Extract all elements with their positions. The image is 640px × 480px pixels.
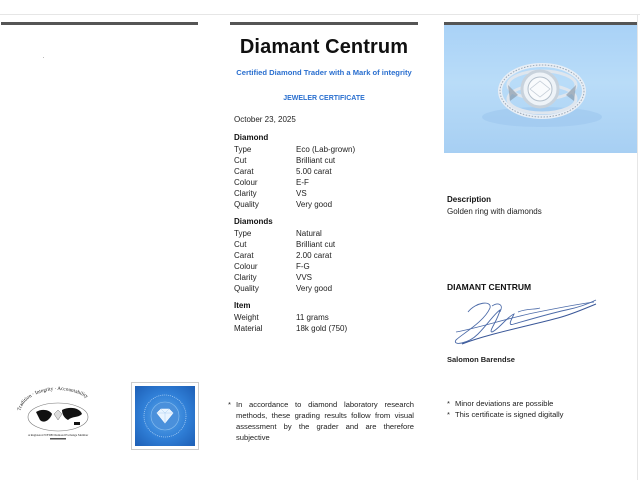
seal-background	[135, 386, 195, 446]
spec-value: 18k gold (750)	[296, 324, 348, 333]
spec-value: VS	[296, 189, 307, 198]
spec-row	[234, 272, 424, 283]
section-diamonds	[234, 217, 424, 294]
spec-label: Cut	[234, 240, 247, 249]
logo-caption: A Registered WFDB Diamond Exchange Member	[27, 433, 89, 437]
right-border	[637, 14, 638, 480]
spec-label: Carat	[234, 167, 254, 176]
note-item	[447, 409, 627, 420]
description-heading: Description	[447, 195, 492, 204]
spec-label: Carat	[234, 251, 254, 260]
spec-value: 2.00 carat	[296, 251, 332, 260]
middle-column-rule	[230, 22, 418, 25]
bullet: *	[447, 399, 450, 408]
spec-label: Weight	[234, 313, 259, 322]
top-border	[0, 14, 640, 15]
spec-row	[234, 166, 424, 177]
section-title: Diamonds	[234, 217, 273, 226]
spec-label: Colour	[234, 178, 258, 187]
spec-row	[234, 188, 424, 199]
spec-value: VVS	[296, 273, 313, 282]
spec-row	[234, 283, 424, 294]
spec-row	[234, 228, 424, 239]
wfdb-membership-logo	[14, 384, 102, 442]
spec-label: Quality	[234, 200, 259, 209]
company-tagline: Certified Diamond Trader with a Mark of integrity	[236, 68, 412, 77]
spec-row	[234, 250, 424, 261]
spec-value: Natural	[296, 229, 322, 238]
logo-arc-text: Tradition · Integrity · Accountability	[16, 385, 89, 412]
spec-value: E-F	[296, 178, 309, 187]
description-block	[447, 195, 542, 216]
spec-value: 11 grams	[296, 313, 329, 322]
spec-value: Eco (Lab-grown)	[296, 145, 356, 154]
certificate-date: October 23, 2025	[234, 115, 296, 124]
spec-value: F-G	[296, 262, 310, 271]
diamond-icon	[135, 386, 195, 446]
spec-row	[234, 199, 424, 210]
signature-company: DIAMANT CENTRUM	[447, 282, 532, 292]
company-title: Diamant Centrum	[239, 36, 409, 58]
spec-row	[234, 177, 424, 188]
diamond-seal-logo	[131, 382, 199, 450]
spec-value: Brilliant cut	[296, 240, 336, 249]
bullet: *	[447, 410, 450, 419]
spec-row	[234, 155, 424, 166]
notes-list	[447, 398, 627, 420]
section-item	[234, 301, 424, 334]
spec-label: Clarity	[234, 189, 257, 198]
signer-name: Salomon Barendse	[447, 355, 515, 364]
spec-label: Type	[234, 229, 252, 238]
bullet: *	[228, 400, 231, 409]
spec-value: Very good	[296, 284, 333, 293]
spec-label: Quality	[234, 284, 259, 293]
spec-label: Colour	[234, 262, 258, 271]
spec-row	[234, 261, 424, 272]
spec-label: Type	[234, 145, 252, 154]
left-column-rule	[1, 22, 198, 25]
spec-row	[234, 323, 424, 334]
spec-value: 5.00 carat	[296, 167, 332, 176]
spec-value: Brilliant cut	[296, 156, 336, 165]
ring-photo	[444, 25, 637, 153]
disclaimer-text: In accordance to diamond laboratory research methods, these grading results follow from visual assessment by the grader and are therefore subjective	[236, 400, 414, 442]
signature-icon	[448, 294, 598, 350]
certificate-type: JEWELER CERTIFICATE	[283, 95, 365, 102]
spec-label: Clarity	[234, 273, 257, 282]
note-text: This certificate is signed digitally	[455, 410, 564, 419]
spec-row	[234, 144, 424, 155]
note-text: Minor deviations are possible	[455, 399, 554, 408]
spec-label: Material	[234, 324, 263, 333]
spec-row	[234, 312, 424, 323]
section-title: Item	[234, 301, 251, 310]
ring-icon	[444, 25, 637, 153]
stray-dot	[43, 57, 44, 58]
spec-row	[234, 239, 424, 250]
grading-disclaimer	[228, 399, 414, 443]
note-item	[447, 398, 627, 409]
section-title: Diamond	[234, 133, 269, 142]
spec-value: Very good	[296, 200, 333, 209]
spec-label: Cut	[234, 156, 247, 165]
description-text: Golden ring with diamonds	[447, 207, 542, 216]
section-diamond	[234, 133, 424, 210]
